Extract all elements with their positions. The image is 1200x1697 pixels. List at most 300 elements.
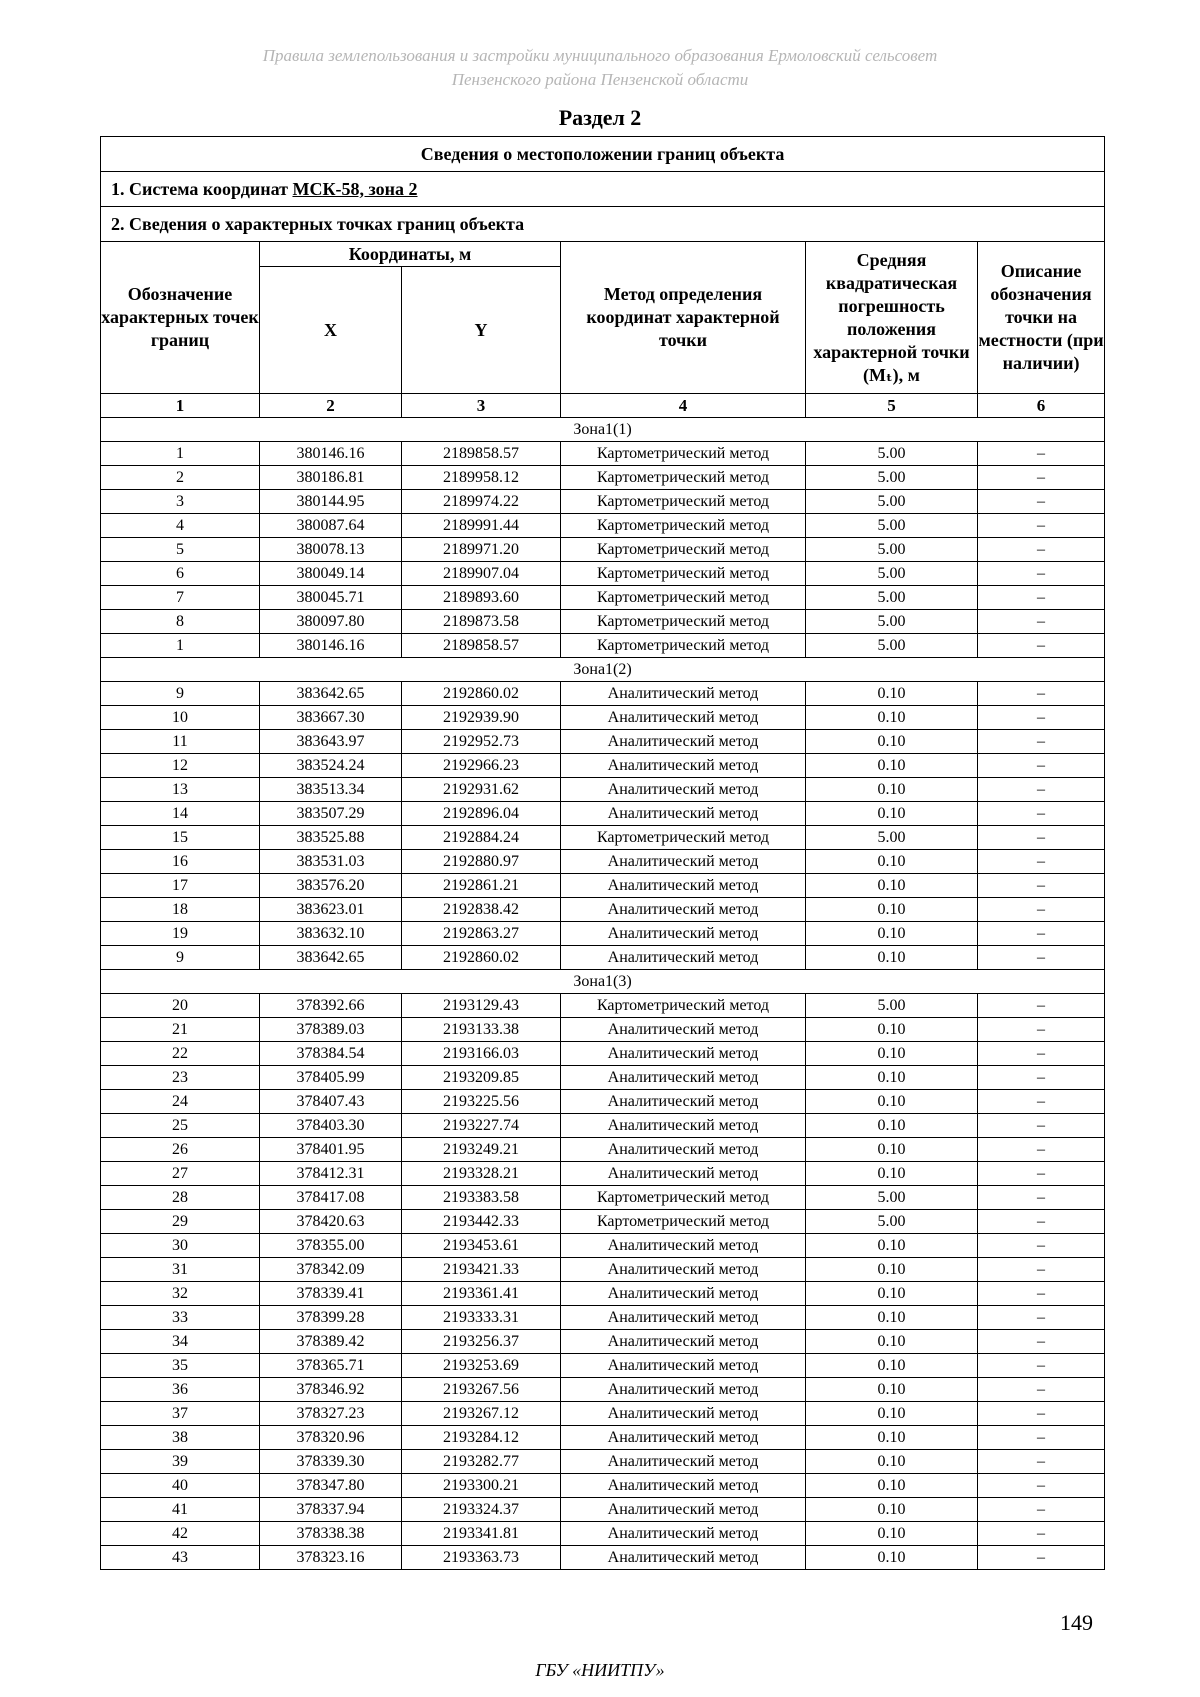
method-cell: Аналитический метод — [561, 706, 806, 730]
description-cell: – — [978, 466, 1105, 490]
description-cell: – — [978, 1114, 1105, 1138]
description-cell: – — [978, 514, 1105, 538]
x-coordinate-cell: 378412.31 — [260, 1162, 402, 1186]
description-cell: – — [978, 754, 1105, 778]
x-coordinate-cell: 380144.95 — [260, 490, 402, 514]
y-coordinate-cell: 2192861.21 — [402, 874, 561, 898]
error-cell: 0.10 — [806, 1498, 978, 1522]
table-row — [101, 994, 1105, 1018]
points-section-title: 2. Сведения о характерных точках границ объекта — [101, 207, 1105, 242]
x-coordinate-cell: 380146.16 — [260, 634, 402, 658]
y-coordinate-cell: 2192952.73 — [402, 730, 561, 754]
page-number: 149 — [1060, 1610, 1093, 1635]
zone-row — [101, 970, 1105, 994]
x-coordinate-cell: 380097.80 — [260, 610, 402, 634]
y-coordinate-cell: 2189971.20 — [402, 538, 561, 562]
error-cell: 0.10 — [806, 730, 978, 754]
point-id-cell: 41 — [101, 1498, 260, 1522]
point-id-cell: 8 — [101, 610, 260, 634]
method-cell: Аналитический метод — [561, 1018, 806, 1042]
x-coordinate-cell: 380087.64 — [260, 514, 402, 538]
description-cell: – — [978, 1354, 1105, 1378]
error-cell: 5.00 — [806, 562, 978, 586]
method-cell: Аналитический метод — [561, 922, 806, 946]
error-cell: 0.10 — [806, 1402, 978, 1426]
x-coordinate-cell: 383524.24 — [260, 754, 402, 778]
method-cell: Аналитический метод — [561, 1546, 806, 1570]
col-coordinates-header: Координаты, м — [260, 242, 561, 267]
zone-name: Зона1(2) — [101, 658, 1105, 682]
x-coordinate-cell: 380078.13 — [260, 538, 402, 562]
table-row — [101, 442, 1105, 466]
description-cell: – — [978, 1090, 1105, 1114]
table-row — [101, 754, 1105, 778]
description-cell: – — [978, 682, 1105, 706]
description-cell: – — [978, 1282, 1105, 1306]
description-cell: – — [978, 1234, 1105, 1258]
error-cell: 0.10 — [806, 946, 978, 970]
description-cell: – — [978, 1450, 1105, 1474]
error-cell: 0.10 — [806, 1330, 978, 1354]
coordinate-system-row — [101, 172, 1105, 207]
x-coordinate-cell: 380049.14 — [260, 562, 402, 586]
method-cell: Аналитический метод — [561, 682, 806, 706]
method-cell: Картометрический метод — [561, 514, 806, 538]
error-cell: 0.10 — [806, 898, 978, 922]
error-cell: 0.10 — [806, 1354, 978, 1378]
error-cell: 0.10 — [806, 1282, 978, 1306]
description-cell: – — [978, 1210, 1105, 1234]
table-row — [101, 1234, 1105, 1258]
method-cell: Аналитический метод — [561, 1330, 806, 1354]
description-cell: – — [978, 1378, 1105, 1402]
error-cell: 0.10 — [806, 1090, 978, 1114]
error-cell: 0.10 — [806, 1378, 978, 1402]
x-coordinate-cell: 383642.65 — [260, 682, 402, 706]
table-row — [101, 466, 1105, 490]
description-cell: – — [978, 1330, 1105, 1354]
y-coordinate-cell: 2193129.43 — [402, 994, 561, 1018]
point-id-cell: 43 — [101, 1546, 260, 1570]
point-id-cell: 30 — [101, 1234, 260, 1258]
description-cell: – — [978, 1474, 1105, 1498]
y-coordinate-cell: 2193253.69 — [402, 1354, 561, 1378]
description-cell: – — [978, 874, 1105, 898]
table-row — [101, 922, 1105, 946]
point-id-cell: 33 — [101, 1306, 260, 1330]
column-number: 6 — [978, 394, 1105, 418]
error-cell: 0.10 — [806, 706, 978, 730]
y-coordinate-cell: 2192931.62 — [402, 778, 561, 802]
table-row — [101, 514, 1105, 538]
point-id-cell: 31 — [101, 1258, 260, 1282]
y-coordinate-cell: 2193225.56 — [402, 1090, 561, 1114]
method-cell: Картометрический метод — [561, 586, 806, 610]
description-cell: – — [978, 1306, 1105, 1330]
point-id-cell: 27 — [101, 1162, 260, 1186]
point-id-cell: 39 — [101, 1450, 260, 1474]
y-coordinate-cell: 2192884.24 — [402, 826, 561, 850]
method-cell: Аналитический метод — [561, 1138, 806, 1162]
point-id-cell: 9 — [101, 682, 260, 706]
error-cell: 0.10 — [806, 850, 978, 874]
method-cell: Картометрический метод — [561, 490, 806, 514]
error-cell: 0.10 — [806, 1066, 978, 1090]
description-cell: – — [978, 610, 1105, 634]
table-row — [101, 1210, 1105, 1234]
y-coordinate-cell: 2193453.61 — [402, 1234, 561, 1258]
table-row — [101, 610, 1105, 634]
table-row — [101, 1042, 1105, 1066]
table-row — [101, 1354, 1105, 1378]
y-coordinate-cell: 2189858.57 — [402, 634, 561, 658]
x-coordinate-cell: 378401.95 — [260, 1138, 402, 1162]
table-row — [101, 706, 1105, 730]
x-coordinate-cell: 378339.41 — [260, 1282, 402, 1306]
description-cell: – — [978, 490, 1105, 514]
y-coordinate-cell: 2193227.74 — [402, 1114, 561, 1138]
description-cell: – — [978, 946, 1105, 970]
error-cell: 0.10 — [806, 874, 978, 898]
method-cell: Аналитический метод — [561, 730, 806, 754]
error-cell: 5.00 — [806, 490, 978, 514]
table-row — [101, 1066, 1105, 1090]
method-cell: Аналитический метод — [561, 946, 806, 970]
error-cell: 5.00 — [806, 634, 978, 658]
table-row — [101, 1306, 1105, 1330]
point-id-cell: 3 — [101, 490, 260, 514]
description-cell: – — [978, 1498, 1105, 1522]
table-row — [101, 1186, 1105, 1210]
y-coordinate-cell: 2192838.42 — [402, 898, 561, 922]
table-row — [101, 802, 1105, 826]
table-row — [101, 946, 1105, 970]
y-coordinate-cell: 2192896.04 — [402, 802, 561, 826]
error-cell: 0.10 — [806, 682, 978, 706]
error-cell: 0.10 — [806, 754, 978, 778]
method-cell: Аналитический метод — [561, 874, 806, 898]
running-header-line-1: Правила землепользования и застройки муниципального образования Ермоловский сельсовет — [262, 46, 938, 65]
point-id-cell: 26 — [101, 1138, 260, 1162]
method-cell: Картометрический метод — [561, 994, 806, 1018]
error-cell: 0.10 — [806, 1138, 978, 1162]
description-cell: – — [978, 1066, 1105, 1090]
method-cell: Аналитический метод — [561, 1114, 806, 1138]
y-coordinate-cell: 2189958.12 — [402, 466, 561, 490]
description-cell: – — [978, 898, 1105, 922]
zone-row — [101, 658, 1105, 682]
description-cell: – — [978, 1402, 1105, 1426]
method-cell: Аналитический метод — [561, 754, 806, 778]
table-row — [101, 1546, 1105, 1570]
description-cell: – — [978, 1258, 1105, 1282]
zone-name: Зона1(3) — [101, 970, 1105, 994]
x-coordinate-cell: 378420.63 — [260, 1210, 402, 1234]
running-header-line-2: Пензенского района Пензенской области — [451, 70, 749, 89]
x-coordinate-cell: 383576.20 — [260, 874, 402, 898]
table-row — [101, 634, 1105, 658]
description-cell: – — [978, 826, 1105, 850]
y-coordinate-cell: 2193328.21 — [402, 1162, 561, 1186]
col-error-header: Средняя квадратическая погрешность положения характерной точки (Mₜ), м — [806, 242, 978, 394]
method-cell: Аналитический метод — [561, 1354, 806, 1378]
y-coordinate-cell: 2193133.38 — [402, 1018, 561, 1042]
col-x-header: X — [260, 267, 402, 394]
error-cell: 0.10 — [806, 1474, 978, 1498]
point-id-cell: 42 — [101, 1522, 260, 1546]
column-number: 2 — [260, 394, 402, 418]
description-cell: – — [978, 1522, 1105, 1546]
x-coordinate-cell: 383531.03 — [260, 850, 402, 874]
y-coordinate-cell: 2189974.22 — [402, 490, 561, 514]
coordinate-system-label: 1. Система координат — [111, 178, 293, 199]
method-cell: Аналитический метод — [561, 1258, 806, 1282]
error-cell: 5.00 — [806, 994, 978, 1018]
x-coordinate-cell: 378342.09 — [260, 1258, 402, 1282]
coordinate-system-name: МСК-58, зона 2 — [292, 178, 418, 199]
zone-row — [101, 418, 1105, 442]
y-coordinate-cell: 2189858.57 — [402, 442, 561, 466]
point-id-cell: 19 — [101, 922, 260, 946]
description-cell: – — [978, 1042, 1105, 1066]
error-cell: 5.00 — [806, 1186, 978, 1210]
y-coordinate-cell: 2189893.60 — [402, 586, 561, 610]
point-id-cell: 23 — [101, 1066, 260, 1090]
page-footer: ГБУ «НИИТПУ» — [535, 1660, 665, 1680]
table-row — [101, 1522, 1105, 1546]
x-coordinate-cell: 380186.81 — [260, 466, 402, 490]
column-number: 1 — [101, 394, 260, 418]
boundary-points-table — [100, 136, 1105, 1570]
description-cell: – — [978, 778, 1105, 802]
method-cell: Аналитический метод — [561, 1402, 806, 1426]
x-coordinate-cell: 383623.01 — [260, 898, 402, 922]
point-id-cell: 28 — [101, 1186, 260, 1210]
y-coordinate-cell: 2193209.85 — [402, 1066, 561, 1090]
description-cell: – — [978, 1426, 1105, 1450]
method-cell: Аналитический метод — [561, 1450, 806, 1474]
x-coordinate-cell: 383667.30 — [260, 706, 402, 730]
method-cell: Картометрический метод — [561, 1186, 806, 1210]
table-row — [101, 1378, 1105, 1402]
table-row — [101, 1114, 1105, 1138]
running-header — [0, 44, 1200, 92]
table-row — [101, 490, 1105, 514]
table-row — [101, 898, 1105, 922]
point-id-cell: 22 — [101, 1042, 260, 1066]
point-id-cell: 36 — [101, 1378, 260, 1402]
error-cell: 0.10 — [806, 1258, 978, 1282]
table-row — [101, 1450, 1105, 1474]
x-coordinate-cell: 378407.43 — [260, 1090, 402, 1114]
x-coordinate-cell: 380045.71 — [260, 586, 402, 610]
point-id-cell: 20 — [101, 994, 260, 1018]
point-id-cell: 11 — [101, 730, 260, 754]
table-row — [101, 1138, 1105, 1162]
description-cell: – — [978, 1018, 1105, 1042]
y-coordinate-cell: 2193267.56 — [402, 1378, 561, 1402]
description-cell: – — [978, 802, 1105, 826]
method-cell: Аналитический метод — [561, 1282, 806, 1306]
table-row — [101, 1162, 1105, 1186]
description-cell: – — [978, 586, 1105, 610]
y-coordinate-cell: 2189873.58 — [402, 610, 561, 634]
method-cell: Аналитический метод — [561, 1426, 806, 1450]
column-number: 3 — [402, 394, 561, 418]
x-coordinate-cell: 383513.34 — [260, 778, 402, 802]
point-id-cell: 16 — [101, 850, 260, 874]
error-cell: 5.00 — [806, 466, 978, 490]
table-row — [101, 538, 1105, 562]
y-coordinate-cell: 2193300.21 — [402, 1474, 561, 1498]
table-row — [101, 826, 1105, 850]
error-cell: 0.10 — [806, 1306, 978, 1330]
method-cell: Аналитический метод — [561, 850, 806, 874]
table-row — [101, 1426, 1105, 1450]
description-cell: – — [978, 538, 1105, 562]
point-id-cell: 15 — [101, 826, 260, 850]
table-row — [101, 682, 1105, 706]
method-cell: Картометрический метод — [561, 466, 806, 490]
x-coordinate-cell: 378399.28 — [260, 1306, 402, 1330]
y-coordinate-cell: 2192966.23 — [402, 754, 561, 778]
column-number: 4 — [561, 394, 806, 418]
point-id-cell: 1 — [101, 442, 260, 466]
table-row — [101, 730, 1105, 754]
x-coordinate-cell: 378337.94 — [260, 1498, 402, 1522]
y-coordinate-cell: 2192860.02 — [402, 682, 561, 706]
error-cell: 5.00 — [806, 610, 978, 634]
error-cell: 0.10 — [806, 1426, 978, 1450]
point-id-cell: 14 — [101, 802, 260, 826]
x-coordinate-cell: 378365.71 — [260, 1354, 402, 1378]
table-row — [101, 1090, 1105, 1114]
point-id-cell: 1 — [101, 634, 260, 658]
description-cell: – — [978, 1546, 1105, 1570]
col-method-header: Метод определения координат характерной точки — [561, 242, 806, 394]
error-cell: 5.00 — [806, 586, 978, 610]
method-cell: Аналитический метод — [561, 1522, 806, 1546]
error-cell: 0.10 — [806, 1450, 978, 1474]
error-cell: 5.00 — [806, 1210, 978, 1234]
description-cell: – — [978, 994, 1105, 1018]
method-cell: Картометрический метод — [561, 634, 806, 658]
point-id-cell: 25 — [101, 1114, 260, 1138]
table-row — [101, 1498, 1105, 1522]
y-coordinate-cell: 2189991.44 — [402, 514, 561, 538]
x-coordinate-cell: 378339.30 — [260, 1450, 402, 1474]
x-coordinate-cell: 378403.30 — [260, 1114, 402, 1138]
point-id-cell: 40 — [101, 1474, 260, 1498]
x-coordinate-cell: 378392.66 — [260, 994, 402, 1018]
x-coordinate-cell: 378323.16 — [260, 1546, 402, 1570]
y-coordinate-cell: 2193282.77 — [402, 1450, 561, 1474]
y-coordinate-cell: 2193249.21 — [402, 1138, 561, 1162]
description-cell: – — [978, 922, 1105, 946]
x-coordinate-cell: 378417.08 — [260, 1186, 402, 1210]
table-title: Сведения о местоположении границ объекта — [101, 137, 1105, 172]
y-coordinate-cell: 2193284.12 — [402, 1426, 561, 1450]
x-coordinate-cell: 383507.29 — [260, 802, 402, 826]
error-cell: 0.10 — [806, 1042, 978, 1066]
x-coordinate-cell: 383525.88 — [260, 826, 402, 850]
point-id-cell: 38 — [101, 1426, 260, 1450]
point-id-cell: 2 — [101, 466, 260, 490]
y-coordinate-cell: 2193421.33 — [402, 1258, 561, 1282]
error-cell: 5.00 — [806, 538, 978, 562]
x-coordinate-cell: 380146.16 — [260, 442, 402, 466]
y-coordinate-cell: 2193341.81 — [402, 1522, 561, 1546]
method-cell: Картометрический метод — [561, 562, 806, 586]
y-coordinate-cell: 2193256.37 — [402, 1330, 561, 1354]
description-cell: – — [978, 1186, 1105, 1210]
point-id-cell: 37 — [101, 1402, 260, 1426]
column-number-row — [101, 394, 1105, 418]
method-cell: Аналитический метод — [561, 1162, 806, 1186]
method-cell: Аналитический метод — [561, 1042, 806, 1066]
y-coordinate-cell: 2193333.31 — [402, 1306, 561, 1330]
description-cell: – — [978, 634, 1105, 658]
x-coordinate-cell: 378384.54 — [260, 1042, 402, 1066]
method-cell: Картометрический метод — [561, 538, 806, 562]
method-cell: Аналитический метод — [561, 802, 806, 826]
point-id-cell: 21 — [101, 1018, 260, 1042]
point-id-cell: 34 — [101, 1330, 260, 1354]
x-coordinate-cell: 383643.97 — [260, 730, 402, 754]
error-cell: 0.10 — [806, 1162, 978, 1186]
col-designation-header: Обозначение характерных точек границ — [101, 242, 260, 394]
error-cell: 5.00 — [806, 826, 978, 850]
table-row — [101, 850, 1105, 874]
x-coordinate-cell: 378320.96 — [260, 1426, 402, 1450]
description-cell: – — [978, 562, 1105, 586]
y-coordinate-cell: 2193363.73 — [402, 1546, 561, 1570]
table-row — [101, 1258, 1105, 1282]
point-id-cell: 35 — [101, 1354, 260, 1378]
point-id-cell: 18 — [101, 898, 260, 922]
y-coordinate-cell: 2193166.03 — [402, 1042, 561, 1066]
method-cell: Аналитический метод — [561, 1498, 806, 1522]
y-coordinate-cell: 2189907.04 — [402, 562, 561, 586]
section-title: Раздел 2 — [558, 105, 642, 130]
method-cell: Картометрический метод — [561, 1210, 806, 1234]
method-cell: Аналитический метод — [561, 1306, 806, 1330]
error-cell: 5.00 — [806, 514, 978, 538]
point-id-cell: 5 — [101, 538, 260, 562]
method-cell: Картометрический метод — [561, 442, 806, 466]
table-row — [101, 562, 1105, 586]
error-cell: 0.10 — [806, 1546, 978, 1570]
y-coordinate-cell: 2192863.27 — [402, 922, 561, 946]
y-coordinate-cell: 2193267.12 — [402, 1402, 561, 1426]
x-coordinate-cell: 383632.10 — [260, 922, 402, 946]
x-coordinate-cell: 378346.92 — [260, 1378, 402, 1402]
method-cell: Картометрический метод — [561, 826, 806, 850]
point-id-cell: 6 — [101, 562, 260, 586]
x-coordinate-cell: 378338.38 — [260, 1522, 402, 1546]
table-row — [101, 1474, 1105, 1498]
method-cell: Аналитический метод — [561, 1090, 806, 1114]
description-cell: – — [978, 730, 1105, 754]
method-cell: Аналитический метод — [561, 898, 806, 922]
point-id-cell: 12 — [101, 754, 260, 778]
x-coordinate-cell: 378389.03 — [260, 1018, 402, 1042]
method-cell: Аналитический метод — [561, 1066, 806, 1090]
point-id-cell: 24 — [101, 1090, 260, 1114]
table-row — [101, 778, 1105, 802]
description-cell: – — [978, 442, 1105, 466]
x-coordinate-cell: 378355.00 — [260, 1234, 402, 1258]
